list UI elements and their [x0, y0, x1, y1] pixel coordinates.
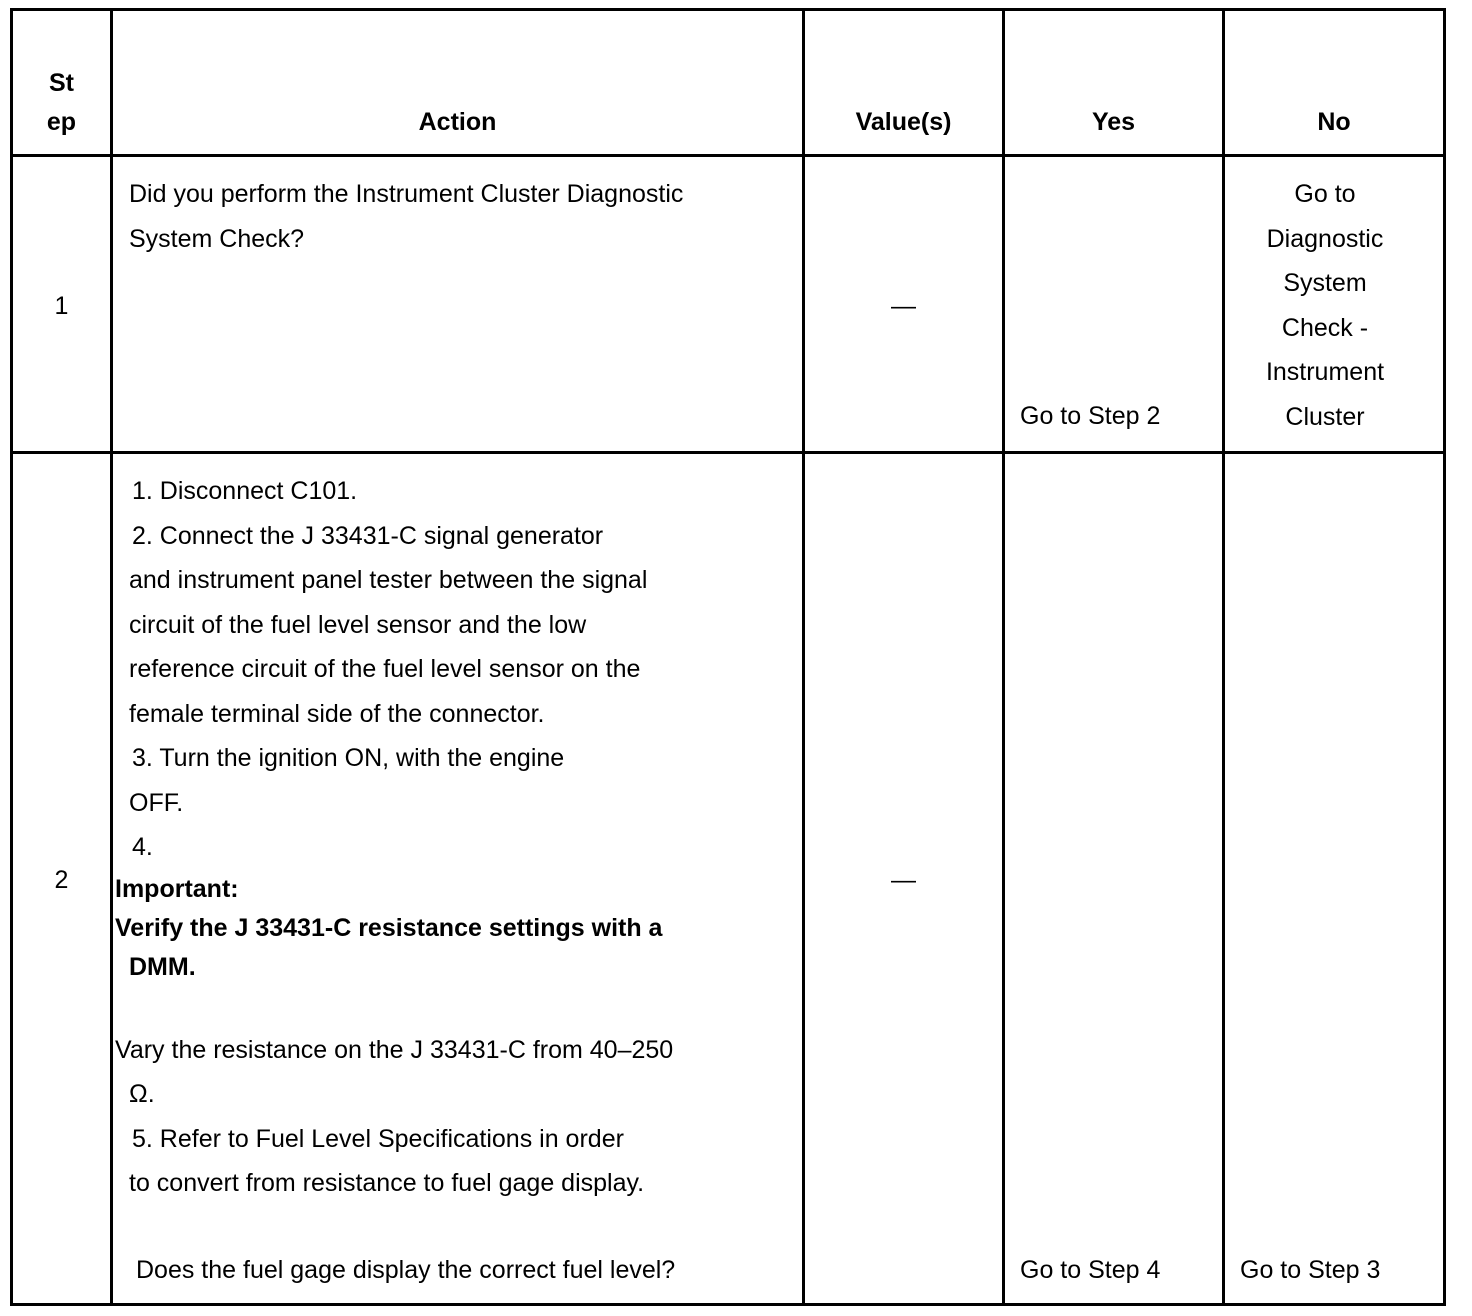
- table-border-right: [1443, 8, 1446, 1306]
- header-no: No: [1317, 108, 1351, 136]
- vary-line-2: Ω.: [129, 1080, 155, 1108]
- row1-no: [1225, 172, 1425, 439]
- table-border-bottom: [10, 1303, 1446, 1306]
- row1-action-line-1: Did you perform the Instrument Cluster Diagnostic: [129, 180, 684, 208]
- row2-value: —: [891, 866, 916, 894]
- row2-item-2-line-1: 2. Connect the J 33431-C signal generator: [132, 522, 604, 550]
- row1-action: [129, 172, 683, 261]
- header-values: Value(s): [855, 108, 952, 136]
- row2-item-2-line-3: circuit of the fuel level sensor and the low: [129, 611, 587, 639]
- header-step-line-2: ep: [46, 108, 77, 136]
- column-divider-step: [110, 8, 113, 1306]
- row1-no-line-2: Diagnostic: [1266, 224, 1384, 253]
- row1-action-line-2: System Check?: [129, 224, 305, 253]
- header-step: [13, 64, 110, 142]
- row1-no-line-3: System: [1283, 269, 1367, 297]
- table-border-left: [10, 8, 13, 1306]
- row1-no-line-6: Cluster: [1285, 402, 1365, 431]
- important-note-line-2: DMM.: [129, 953, 196, 981]
- row2-no: Go to Step 3: [1240, 1256, 1381, 1284]
- row2-item-5-line-1: 5. Refer to Fuel Level Specifications in order: [132, 1125, 624, 1153]
- table-border-top: [10, 8, 1446, 11]
- row2-item-3-line-2: OFF.: [129, 789, 184, 817]
- row2-item-3-line-1: 3. Turn the ignition ON, with the engine: [132, 744, 565, 772]
- row2-item-2-line-4: reference circuit of the fuel level sensor on the: [129, 655, 641, 683]
- row2-item-5-line-2: to convert from resistance to fuel gage display.: [129, 1169, 645, 1197]
- row1-yes: Go to Step 2: [1020, 402, 1161, 430]
- row2-question: Does the fuel gage display the correct fuel level?: [136, 1256, 676, 1284]
- row2-item-4: 4.: [132, 833, 153, 861]
- header-yes: Yes: [1091, 108, 1136, 136]
- row2-item-1: 1. Disconnect C101.: [132, 477, 358, 505]
- row2-step: 2: [54, 866, 69, 894]
- header-action: Action: [418, 108, 497, 136]
- row1-step: 1: [54, 292, 69, 320]
- column-divider-values: [1002, 8, 1005, 1306]
- column-divider-action: [802, 8, 805, 1306]
- row2-item-2-line-2: and instrument panel tester between the signal: [129, 566, 648, 594]
- vary-line-1: Vary the resistance on the J 33431-C from 40–250: [115, 1036, 674, 1064]
- header-step-line-1: St: [49, 69, 74, 97]
- row2-item-2-line-5: female terminal side of the connector.: [129, 700, 545, 728]
- row1-no-line-1: Go to: [1294, 180, 1356, 208]
- important-note-line-1: Verify the J 33431-C resistance settings with a: [115, 914, 663, 942]
- important-label: Important:: [115, 875, 239, 903]
- row1-no-line-5: Instrument: [1265, 358, 1385, 386]
- row1-value: —: [891, 292, 916, 320]
- row1-no-line-4: Check -: [1281, 313, 1369, 342]
- row2-yes: Go to Step 4: [1020, 1256, 1161, 1284]
- header-divider: [10, 154, 1446, 157]
- row-divider: [10, 451, 1446, 454]
